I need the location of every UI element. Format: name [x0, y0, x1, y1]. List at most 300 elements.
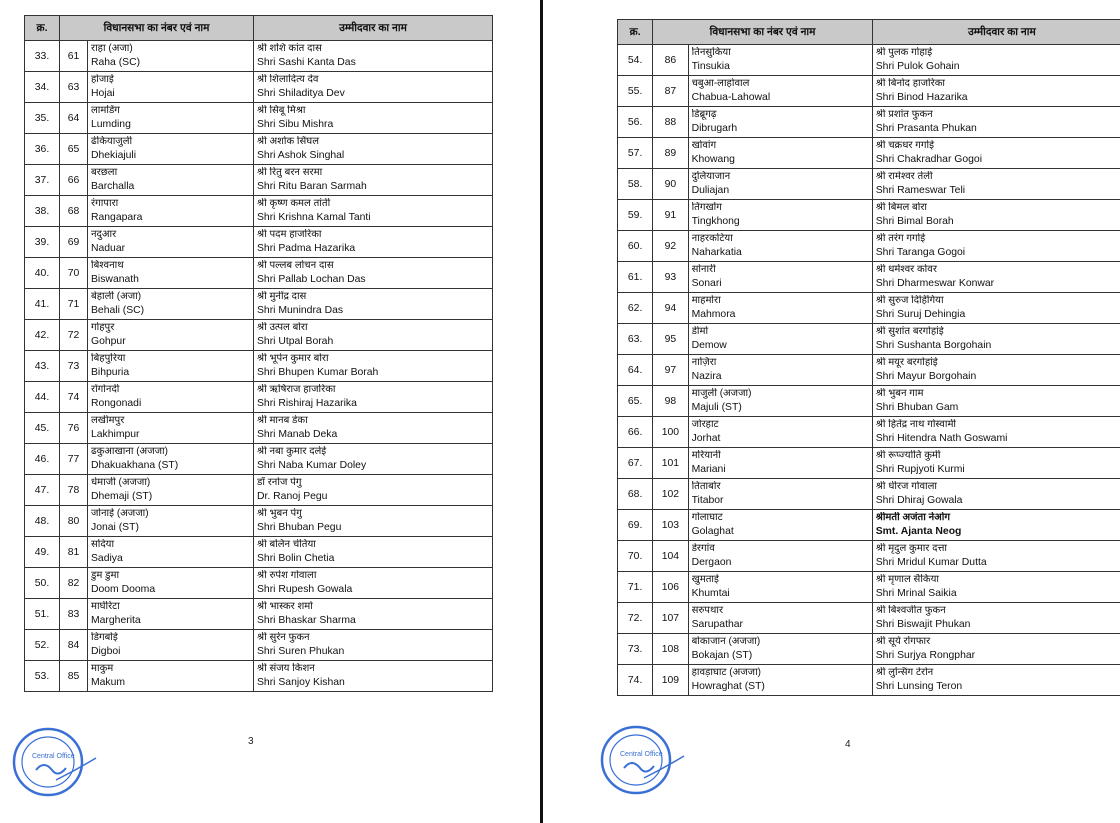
serial-number: 73. — [618, 634, 653, 665]
constituency-number: 107 — [653, 603, 688, 634]
header-candidate: उम्मीदवार का नाम — [254, 16, 493, 41]
candidate-name — [872, 479, 1120, 510]
constituency-name-hindi: जोनाई (अजजा) — [91, 508, 149, 520]
serial-number: 56. — [618, 107, 653, 138]
constituency-name — [688, 76, 872, 107]
candidate-name-english: Shri Sashi Kanta Das — [257, 56, 356, 68]
candidate-name-hindi: श्री मृदुल कुमार दत्ता — [875, 543, 947, 555]
candidate-name-hindi: श्री अशोक सिंघल — [257, 136, 319, 148]
serial-number: 53. — [25, 661, 60, 692]
constituency-name — [88, 134, 254, 165]
table-row — [618, 262, 1120, 293]
serial-number: 47. — [25, 475, 60, 506]
candidate-name — [872, 603, 1120, 634]
constituency-name-hindi: सरुपथार — [691, 605, 724, 617]
serial-number: 42. — [25, 320, 60, 351]
candidate-name-hindi: श्री पुलक गोहाई — [875, 47, 933, 59]
constituency-name — [88, 227, 254, 258]
constituency-name-english: Lakhimpur — [91, 428, 140, 440]
constituency-name — [88, 661, 254, 692]
candidate-name-english: Shri Sanjoy Kishan — [257, 676, 345, 688]
constituency-name-english: Tingkhong — [691, 215, 740, 227]
page-divider — [540, 0, 543, 823]
constituency-number: 68 — [60, 196, 88, 227]
constituency-name — [88, 382, 254, 413]
candidate-name-english: Shri Hitendra Nath Goswami — [875, 432, 1008, 444]
constituency-name-hindi: मार्घेरिटा — [91, 601, 120, 613]
constituency-name — [688, 355, 872, 386]
constituency-number: 93 — [653, 262, 688, 293]
table-row — [618, 76, 1120, 107]
candidate-name-hindi: श्री बिश्वजीत फुकन — [875, 605, 946, 617]
candidate-name-hindi: श्री सुरुज दिहिंगिया — [875, 295, 944, 307]
candidate-name-hindi: श्री सिबू मिश्रा — [257, 105, 306, 117]
candidate-name — [872, 231, 1120, 262]
serial-number: 34. — [25, 72, 60, 103]
candidate-name-hindi: श्री शशि कांत दास — [257, 43, 322, 55]
candidate-name-english: Shri Bimal Borah — [875, 215, 954, 227]
constituency-name-hindi: दुलियाजान — [691, 171, 731, 183]
constituency-name-hindi: बेहाली (अजा) — [91, 291, 142, 303]
constituency-name-hindi: डिगबोई — [91, 632, 118, 644]
candidate-name — [254, 165, 493, 196]
constituency-number: 84 — [60, 630, 88, 661]
constituency-name-english: Makum — [91, 676, 126, 688]
candidate-name-english: Shri Surjya Rongphar — [875, 649, 976, 661]
constituency-name-hindi: तिताबोर — [691, 481, 721, 493]
constituency-name-hindi: राहा (अजा) — [91, 43, 133, 55]
constituency-name — [688, 603, 872, 634]
serial-number: 48. — [25, 506, 60, 537]
constituency-name-english: Sonari — [691, 277, 722, 289]
constituency-number: 81 — [60, 537, 88, 568]
constituency-name-hindi: बोकाजान (अजजा) — [691, 636, 761, 648]
candidate-name-english: Shri Manab Deka — [257, 428, 338, 440]
candidate-name-hindi: श्री रामेश्वर तेली — [875, 171, 933, 183]
constituency-name-hindi: गोहपुर — [91, 322, 115, 334]
table-row — [618, 293, 1120, 324]
table-row — [618, 45, 1120, 76]
candidate-name-english: Shri Bhuban Gam — [875, 401, 959, 413]
candidate-name — [254, 134, 493, 165]
constituency-name — [88, 196, 254, 227]
serial-number: 52. — [25, 630, 60, 661]
constituency-name-english: Titabor — [691, 494, 724, 506]
table-row — [25, 258, 493, 289]
header-candidate: उम्मीदवार का नाम — [872, 20, 1120, 45]
candidate-name-english: Shri Shiladitya Dev — [257, 87, 345, 99]
candidate-name — [872, 448, 1120, 479]
candidate-name-hindi: श्री रूप्ज्योति कुर्मी — [875, 450, 941, 462]
constituency-name-english: Dergaon — [691, 556, 732, 568]
constituency-number: 85 — [60, 661, 88, 692]
serial-number: 51. — [25, 599, 60, 630]
candidate-name — [254, 72, 493, 103]
constituency-name-english: Nazira — [691, 370, 722, 382]
candidate-name — [254, 661, 493, 692]
candidate-table — [617, 19, 1120, 696]
constituency-number: 72 — [60, 320, 88, 351]
candidate-name-hindi: श्री मुनींद्र दास — [257, 291, 307, 303]
constituency-name — [88, 165, 254, 196]
constituency-name — [688, 448, 872, 479]
candidate-name-english: Shri Suruj Dehingia — [875, 308, 966, 320]
candidate-name-english: Shri Rameswar Teli — [875, 184, 966, 196]
candidate-name — [254, 289, 493, 320]
serial-number: 72. — [618, 603, 653, 634]
candidate-name — [872, 634, 1120, 665]
candidate-name — [872, 355, 1120, 386]
candidate-name-hindi: श्री शिलादित्य देव — [257, 74, 319, 86]
candidate-name-hindi: श्री भुबन पेगु — [257, 508, 302, 520]
candidate-name-hindi: श्री ऋषिराज हाजरिका — [257, 384, 336, 396]
constituency-name — [688, 45, 872, 76]
candidate-table — [24, 15, 493, 692]
constituency-number: 97 — [653, 355, 688, 386]
candidate-name-hindi: श्री पल्लब लोचन दास — [257, 260, 334, 272]
constituency-name-english: Sarupathar — [691, 618, 743, 630]
table-row — [618, 417, 1120, 448]
constituency-name-hindi: बिहपुरिया — [91, 353, 126, 365]
constituency-name-english: Dhakuakhana (ST) — [91, 459, 179, 471]
candidate-name — [254, 537, 493, 568]
constituency-number: 106 — [653, 572, 688, 603]
constituency-number: 82 — [60, 568, 88, 599]
candidate-name-hindi: श्री कृष्ण कमल तांती — [257, 198, 331, 210]
serial-number: 59. — [618, 200, 653, 231]
serial-number: 45. — [25, 413, 60, 444]
table-row — [25, 506, 493, 537]
constituency-name-hindi: तिंगखोंग — [691, 202, 722, 214]
constituency-name — [88, 103, 254, 134]
constituency-number: 74 — [60, 382, 88, 413]
candidate-name — [872, 324, 1120, 355]
constituency-name-hindi: लखीमपुर — [91, 415, 125, 427]
candidate-name-hindi: श्री सुशांत बरगोहांई — [875, 326, 944, 338]
constituency-name-hindi: बिश्वनाथ — [91, 260, 124, 272]
candidate-name-english: Shri Bhaskar Sharma — [257, 614, 356, 626]
constituency-name — [688, 169, 872, 200]
constituency-name — [688, 541, 872, 572]
candidate-name-english: Shri Sushanta Borgohain — [875, 339, 992, 351]
constituency-name-english: Hojai — [91, 87, 115, 99]
constituency-name-english: Duliajan — [691, 184, 730, 196]
constituency-name — [88, 351, 254, 382]
candidate-name — [254, 351, 493, 382]
constituency-name-hindi: माहमोरा — [691, 295, 721, 307]
table-row — [25, 382, 493, 413]
candidate-name — [872, 572, 1120, 603]
constituency-number: 90 — [653, 169, 688, 200]
candidate-name — [254, 444, 493, 475]
constituency-number: 63 — [60, 72, 88, 103]
constituency-name — [88, 599, 254, 630]
candidate-name — [872, 107, 1120, 138]
candidate-name — [254, 475, 493, 506]
constituency-name-english: Chabua-Lahowal — [691, 91, 771, 103]
candidate-name-english: Shri Bhuban Pegu — [257, 521, 342, 533]
constituency-name — [88, 41, 254, 72]
constituency-name-hindi: ढेकियाजुली — [91, 136, 133, 148]
serial-number: 60. — [618, 231, 653, 262]
table-row — [618, 231, 1120, 262]
constituency-number: 87 — [653, 76, 688, 107]
candidate-name — [872, 76, 1120, 107]
serial-number: 37. — [25, 165, 60, 196]
candidate-name-hindi: श्री प्रशांत फुकन — [875, 109, 933, 121]
constituency-name — [88, 568, 254, 599]
constituency-number: 92 — [653, 231, 688, 262]
candidate-name-english: Shri Pallab Lochan Das — [257, 273, 366, 285]
constituency-name — [688, 510, 872, 541]
candidate-name-english: Shri Utpal Borah — [257, 335, 334, 347]
constituency-name-english: Bihpuria — [91, 366, 130, 378]
candidate-name-hindi: श्री नबा कुमार दलेई — [257, 446, 327, 458]
constituency-number: 80 — [60, 506, 88, 537]
table-row — [25, 41, 493, 72]
constituency-name — [88, 630, 254, 661]
candidate-name-hindi: श्रीमती अजंता नेओग — [875, 512, 951, 524]
serial-number: 43. — [25, 351, 60, 382]
constituency-name — [88, 413, 254, 444]
page-3 — [0, 0, 540, 823]
candidate-name-hindi: श्री मयूर बरगोहांई — [875, 357, 938, 369]
table-row — [618, 665, 1120, 696]
constituency-number: 109 — [653, 665, 688, 696]
constituency-number: 94 — [653, 293, 688, 324]
serial-number: 54. — [618, 45, 653, 76]
serial-number: 40. — [25, 258, 60, 289]
constituency-name-english: Barchalla — [91, 180, 135, 192]
candidate-name-english: Shri Lunsing Teron — [875, 680, 963, 692]
table-row — [618, 510, 1120, 541]
candidate-name-hindi: श्री भुबन गाम — [875, 388, 924, 400]
constituency-name — [688, 386, 872, 417]
constituency-number: 104 — [653, 541, 688, 572]
constituency-name-english: Golaghat — [691, 525, 734, 537]
serial-number: 33. — [25, 41, 60, 72]
candidate-name — [254, 599, 493, 630]
constituency-name — [88, 320, 254, 351]
constituency-number: 77 — [60, 444, 88, 475]
constituency-number: 101 — [653, 448, 688, 479]
candidate-name-hindi: श्री बिनोद हाजरिका — [875, 78, 945, 90]
candidate-name-english: Shri Dharmeswar Konwar — [875, 277, 995, 289]
constituency-number: 95 — [653, 324, 688, 355]
candidate-name-english: Shri Rupesh Gowala — [257, 583, 353, 595]
constituency-name-english: Behali (SC) — [91, 304, 145, 316]
table-row — [618, 200, 1120, 231]
constituency-number: 69 — [60, 227, 88, 258]
serial-number: 65. — [618, 386, 653, 417]
constituency-name — [688, 138, 872, 169]
serial-number: 57. — [618, 138, 653, 169]
serial-number: 50. — [25, 568, 60, 599]
constituency-name-english: Dhekiajuli — [91, 149, 137, 161]
table-row — [618, 138, 1120, 169]
constituency-name — [88, 444, 254, 475]
constituency-name-english: Khumtai — [691, 587, 730, 599]
serial-number: 36. — [25, 134, 60, 165]
serial-number: 44. — [25, 382, 60, 413]
table-header — [618, 20, 1120, 45]
table-row — [25, 599, 493, 630]
constituency-number: 64 — [60, 103, 88, 134]
constituency-name-hindi: रंगापारा — [91, 198, 119, 210]
table-row — [25, 661, 493, 692]
serial-number: 46. — [25, 444, 60, 475]
constituency-name-english: Jonai (ST) — [91, 521, 139, 533]
table-row — [618, 572, 1120, 603]
constituency-name-english: Naduar — [91, 242, 126, 254]
constituency-name-hindi: रोंगोनदी — [91, 384, 120, 396]
candidate-name-english: Shri Dhiraj Gowala — [875, 494, 963, 506]
constituency-number: 70 — [60, 258, 88, 289]
page-number: 4 — [845, 739, 851, 750]
constituency-number: 108 — [653, 634, 688, 665]
candidate-name-english: Shri Mridul Kumar Dutta — [875, 556, 987, 568]
table-row — [618, 107, 1120, 138]
constituency-number: 88 — [653, 107, 688, 138]
table-row — [618, 169, 1120, 200]
constituency-name-hindi: माजुली (अजजा) — [691, 388, 752, 400]
candidate-name — [872, 665, 1120, 696]
page-4 — [544, 0, 1120, 823]
constituency-name-hindi: हावड़ाघाट (अजजा) — [691, 667, 762, 679]
constituency-name — [88, 72, 254, 103]
party-seal-stamp — [6, 722, 106, 800]
table-row — [25, 537, 493, 568]
table-row — [25, 134, 493, 165]
candidate-name-hindi: श्री मृणाल सैकिया — [875, 574, 939, 586]
candidate-name-hindi: श्री चक्रधर गगोई — [875, 140, 935, 152]
table-row — [25, 227, 493, 258]
table-row — [25, 196, 493, 227]
constituency-number: 83 — [60, 599, 88, 630]
table-row — [25, 165, 493, 196]
serial-number: 69. — [618, 510, 653, 541]
table-row — [25, 103, 493, 134]
constituency-name — [688, 665, 872, 696]
serial-number: 64. — [618, 355, 653, 386]
serial-number: 71. — [618, 572, 653, 603]
serial-number: 41. — [25, 289, 60, 320]
candidate-name-english: Shri Suren Phukan — [257, 645, 345, 657]
constituency-name-english: Doom Dooma — [91, 583, 156, 595]
candidate-name-hindi: श्री रुपेश गोवाला — [257, 570, 317, 582]
constituency-name-english: Khowang — [691, 153, 735, 165]
candidate-name-hindi: श्री लुन्सिंग टेरोन — [875, 667, 934, 679]
constituency-name — [688, 324, 872, 355]
constituency-number: 66 — [60, 165, 88, 196]
candidate-name-hindi: श्री बलिन चेतिया — [257, 539, 316, 551]
constituency-number: 78 — [60, 475, 88, 506]
svg-text:Central Office: Central Office — [620, 751, 663, 758]
table-row — [618, 355, 1120, 386]
constituency-name-hindi: माकुम — [91, 663, 114, 675]
constituency-number: 89 — [653, 138, 688, 169]
constituency-name-hindi: डेरगांव — [691, 543, 715, 555]
serial-number: 58. — [618, 169, 653, 200]
candidate-name — [872, 200, 1120, 231]
constituency-name — [688, 479, 872, 510]
constituency-name-english: Dibrugarh — [691, 122, 738, 134]
constituency-number: 98 — [653, 386, 688, 417]
constituency-name — [688, 634, 872, 665]
serial-number: 39. — [25, 227, 60, 258]
table-row — [25, 351, 493, 382]
candidate-name — [254, 196, 493, 227]
constituency-name — [88, 258, 254, 289]
table-row — [618, 541, 1120, 572]
candidate-name — [254, 413, 493, 444]
candidate-name-english: Shri Taranga Gogoi — [875, 246, 966, 258]
constituency-name-hindi: होजाई — [91, 74, 114, 86]
constituency-name-hindi: मरियानी — [691, 450, 721, 462]
candidate-name-english: Shri Munindra Das — [257, 304, 344, 316]
candidate-name — [872, 138, 1120, 169]
page-number: 3 — [248, 736, 254, 747]
candidate-name — [872, 45, 1120, 76]
constituency-number: 100 — [653, 417, 688, 448]
constituency-name-english: Gohpur — [91, 335, 126, 347]
constituency-name — [688, 107, 872, 138]
candidate-name-hindi: श्री धर्मेश्वर कोवर — [875, 264, 937, 276]
table-row — [25, 444, 493, 475]
constituency-number: 91 — [653, 200, 688, 231]
constituency-name — [688, 231, 872, 262]
candidate-name-hindi: श्री धीरज गोवाला — [875, 481, 937, 493]
candidate-name — [254, 506, 493, 537]
candidate-name-hindi: श्री सूर्य रोंगफार — [875, 636, 931, 648]
constituency-number: 76 — [60, 413, 88, 444]
serial-number: 68. — [618, 479, 653, 510]
constituency-name — [88, 537, 254, 568]
constituency-number: 103 — [653, 510, 688, 541]
candidate-name-english: Dr. Ranoj Pegu — [257, 490, 328, 502]
candidate-name — [254, 568, 493, 599]
constituency-number: 71 — [60, 289, 88, 320]
header-serial: क्र. — [618, 20, 653, 45]
candidate-name — [872, 510, 1120, 541]
constituency-name — [88, 289, 254, 320]
candidate-name-hindi: श्री पदम हाजरिका — [257, 229, 322, 241]
candidate-name-english: Shri Naba Kumar Doley — [257, 459, 367, 471]
serial-number: 63. — [618, 324, 653, 355]
candidate-name — [254, 382, 493, 413]
constituency-name-hindi: खोवांग — [691, 140, 717, 152]
candidate-name — [872, 169, 1120, 200]
serial-number: 74. — [618, 665, 653, 696]
constituency-number: 86 — [653, 45, 688, 76]
candidate-name-hindi: श्री सुरेन फुकन — [257, 632, 310, 644]
table-row — [25, 413, 493, 444]
candidate-name — [872, 541, 1120, 572]
constituency-name-hindi: ढकुआखाना (अजजा) — [91, 446, 168, 458]
constituency-name-english: Digboi — [91, 645, 121, 657]
constituency-name-hindi: डुम डुमा — [91, 570, 120, 582]
constituency-name-english: Mahmora — [691, 308, 736, 320]
header-constituency: विधानसभा का नंबर एवं नाम — [60, 16, 254, 41]
table-row — [618, 448, 1120, 479]
candidate-name-english: Shri Ritu Baran Sarmah — [257, 180, 367, 192]
table-row — [618, 324, 1120, 355]
candidate-name — [872, 293, 1120, 324]
candidate-name — [254, 630, 493, 661]
table-row — [618, 386, 1120, 417]
candidate-name-hindi: श्री संजय किशन — [257, 663, 315, 675]
candidate-name-english: Shri Rupjyoti Kurmi — [875, 463, 965, 475]
